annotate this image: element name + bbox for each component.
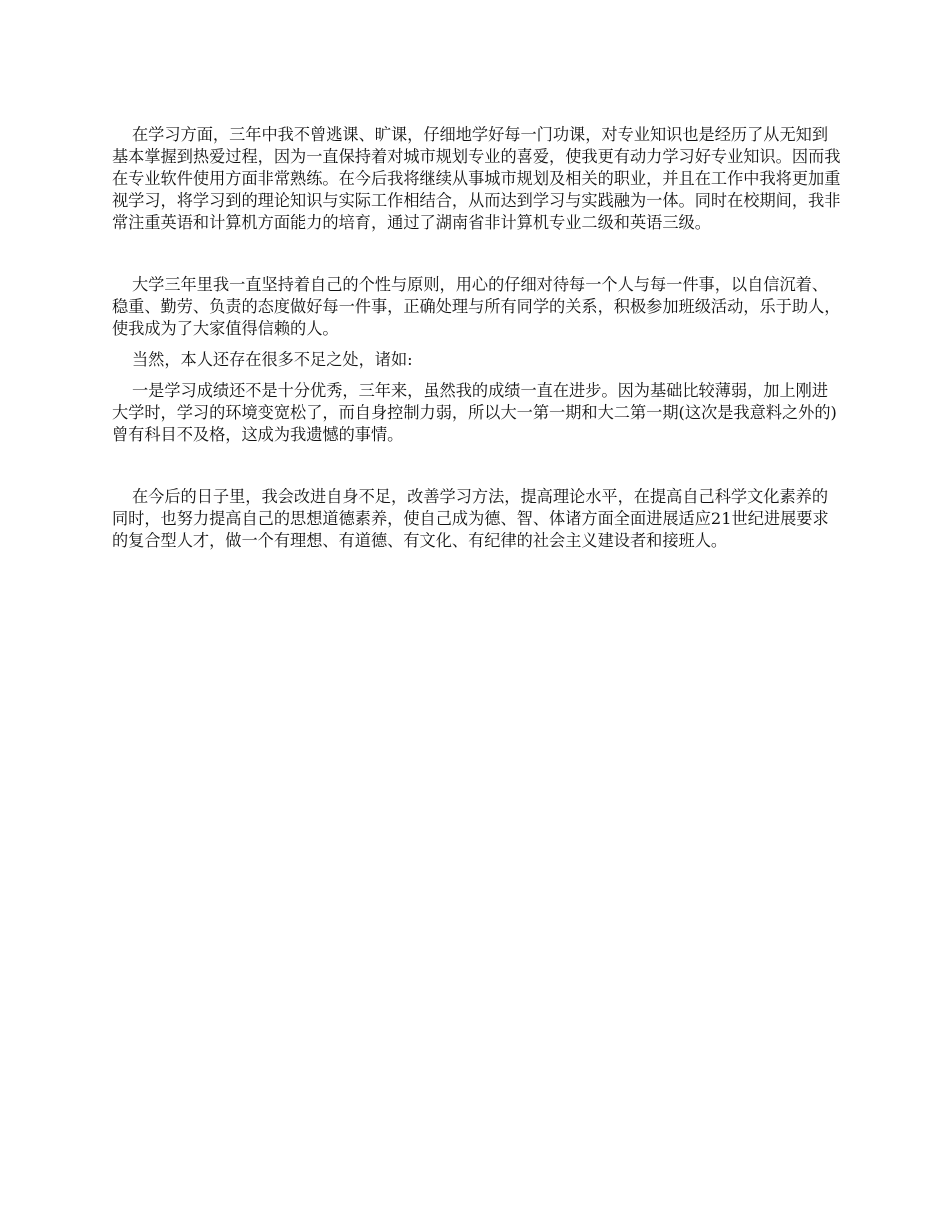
paragraph-character: 大学三年里我一直坚持着自己的个性与原则，用心的仔细对待每一个人与每一件事，以自信沉着、稳重、勤劳、负责的态度做好每一件事，正确处理与所有同学的关系，积极参加班级活动，乐于助人，使我成为了大家值得信赖的人。	[112, 275, 841, 338]
paragraph-future: 在今后的日子里，我会改进自身不足，改善学习方法，提高理论水平，在提高自己科学文化素养的同时，也努力提高自己的思想道德素养，使自己成为德、智、体诸方面全面进展适应21世纪进展要求的复合型人才，做一个有理想、有道德、有文化、有纪律的社会主义建设者和接班人。	[112, 487, 829, 550]
paragraph-shortcoming-grades: 一是学习成绩还不是十分优秀，三年来，虽然我的成绩一直在进步。因为基础比较薄弱，加上刚进大学时，学习的环境变宽松了，而自身控制力弱，所以大一第一期和大二第一期(这次是我意料之外的)曾有科目不及格，这成为我遗憾的事情。	[112, 381, 837, 444]
document-page	[112, 124, 842, 552]
paragraph-gap	[112, 340, 842, 349]
paragraph-shortcomings-intro: 当然，本人还存在很多不足之处，诸如:	[132, 350, 413, 369]
paragraph-gap	[112, 234, 842, 274]
paragraph-study: 在学习方面，三年中我不曾逃课、旷课，仔细地学好每一门功课，对专业知识也是经历了从无知到基本掌握到热爱过程，因为一直保持着对城市规划专业的喜爱，使我更有动力学习好专业知识。因而我在专业软件使用方面非常熟练。在今后我将继续从事城市规划及相关的职业，并且在工作中我将更加重视学习，将学习到的理论知识与实际工作相结合，从而达到学习与实践融为一体。同时在校期间，我非常注重英语和计算机方面能力的培育，通过了湖南省非计算机专业二级和英语三级。	[112, 125, 841, 232]
paragraph-gap	[112, 446, 842, 486]
paragraph-gap	[112, 371, 842, 380]
